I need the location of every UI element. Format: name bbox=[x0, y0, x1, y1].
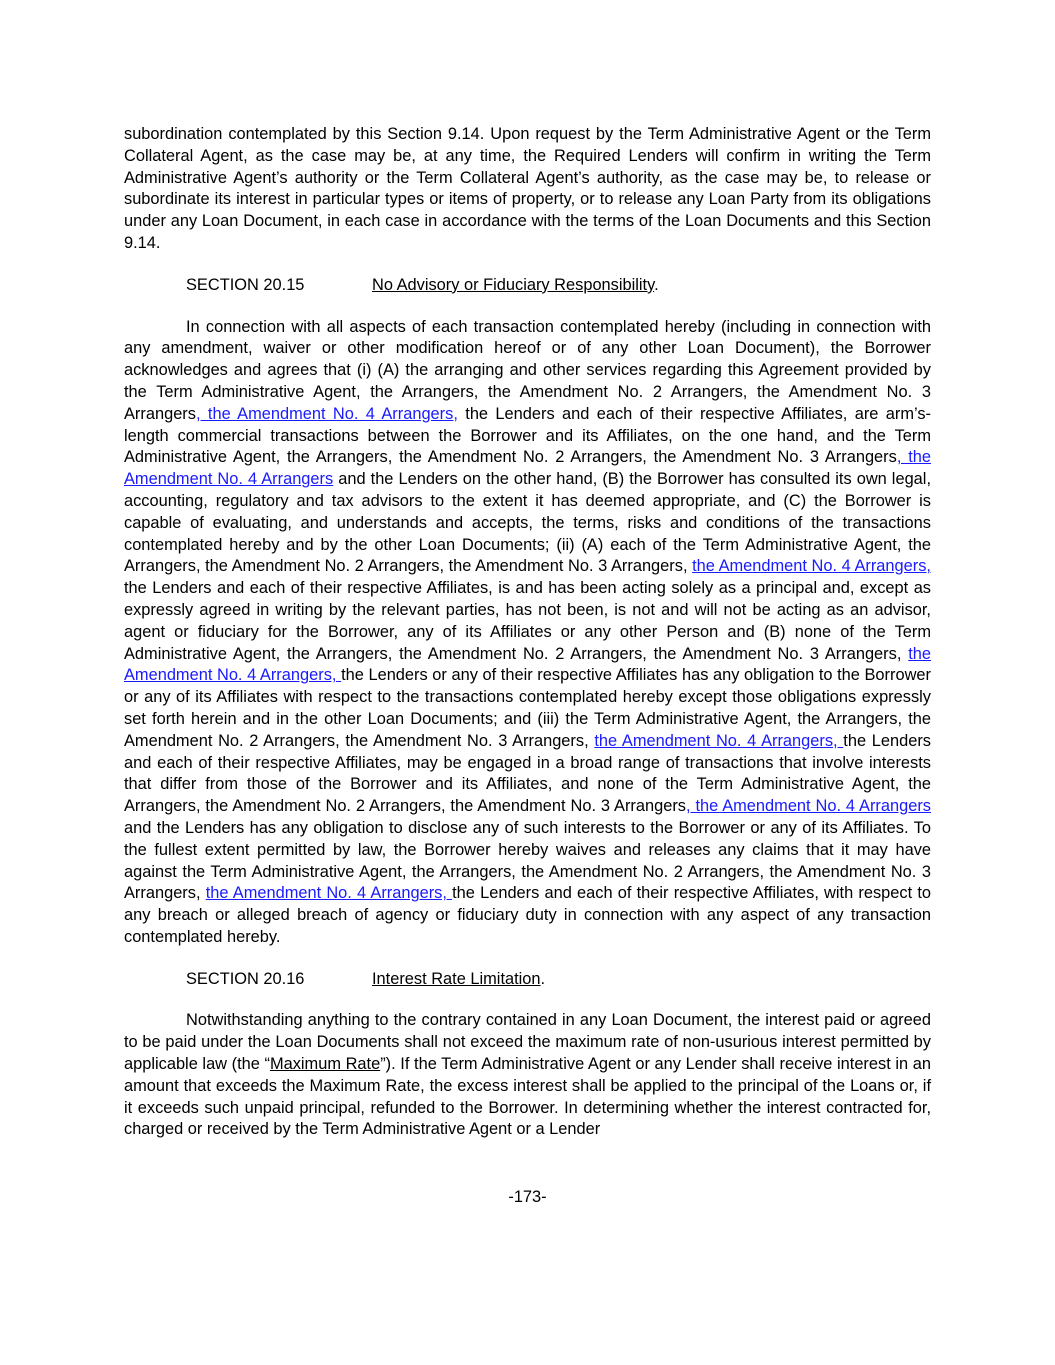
defined-term: Maximum Rate bbox=[269, 1055, 381, 1074]
section-title: Interest Rate Limitation bbox=[372, 969, 541, 988]
paragraph-interest-rate-limitation bbox=[124, 1010, 931, 1141]
inserted-text: the Amendment No. 4 Arrangers, bbox=[124, 644, 931, 685]
text-run: the Lenders and each of their respective Affiliates, with respect to any breach or alleged breach of agency or fiduciary duty in connection with any aspect of any transaction contemplated hereby. bbox=[124, 884, 931, 946]
section-number: SECTION 20.15 bbox=[186, 275, 305, 294]
text-run: Notwithstanding anything to the contrary contained in any Loan Document, the interest paid or agreed to be paid under the Loan Documents shall not exceed the maximum rate of non-usurious interest permitted by applicable law (the “ bbox=[124, 1011, 931, 1074]
section-title-period: . bbox=[654, 275, 659, 294]
inserted-text: , the Amendment No. 4 Arrangers bbox=[685, 797, 931, 816]
document-page bbox=[124, 124, 931, 1141]
text-run: In connection with all aspects of each transaction contemplated hereby (including in connection with any amendment, waiver or other modification hereof or of any other Loan Document), the Borrower acknowledges and agrees that (i) (A) the arranging and other services regarding this Agreement provided by the Term Administrative Agent, the Arrangers, the Amendment No. 2 Arrangers, the Amendment No. 3 Arrangers bbox=[124, 317, 931, 423]
paragraph-no-advisory bbox=[124, 317, 931, 949]
section-title: No Advisory or Fiduciary Responsibility bbox=[372, 275, 655, 294]
inserted-text: the Amendment No. 4 Arrangers, bbox=[692, 557, 931, 576]
section-title-period: . bbox=[540, 969, 546, 988]
inserted-text: , the Amendment No. 4 Arrangers, bbox=[195, 404, 458, 423]
text-run: and the Lenders has any obligation to disclose any of such interests to the Borrower or any of its Affiliates. To the fullest extent permitted by law, the Borrower hereby waives and releases any claims that it may have against the Term Administrative Agent, the Arrangers, the Amendment No. 2 Arrangers, the Amendment No. 3 Arrangers, bbox=[124, 818, 931, 903]
inserted-text: , the Amendment No. 4 Arrangers bbox=[124, 448, 931, 489]
text-run: the Lenders and each of their respective Affiliates, may be engaged in a broad range of transactions that involve interests that differ from those of the Borrower and its Affiliates, and none of the Term Administrative Agent, the Arrangers, the Amendment No. 2 Arrangers, the Amendment No. 3 Arrangers bbox=[124, 731, 931, 816]
text-run: the Lenders or any of their respective Affiliates has any obligation to the Borrower or any of its Affiliates with respect to the transactions contemplated hereby except those obligations expressly set forth herein and in the other Loan Documents; and (iii) the Term Administrative Agent, the Arrangers, the Amendment No. 2 Arrangers, the Amendment No. 3 Arrangers, bbox=[124, 666, 931, 750]
section-heading-20-16 bbox=[124, 969, 931, 991]
paragraph-section-9-14-continuation bbox=[124, 124, 931, 255]
inserted-text: the Amendment No. 4 Arrangers, bbox=[205, 884, 453, 903]
text-run: the Lenders and each of their respective Affiliates, are arm’s-length commercial transactions between the Borrower and its Affiliates, on the one hand, and the Term Administrative Agent, the Arrangers, the Amendment No. 2 Arrangers, the Amendment No. 3 Arrangers bbox=[124, 404, 932, 467]
section-number: SECTION 20.16 bbox=[186, 969, 305, 988]
section-heading-20-15 bbox=[124, 275, 931, 297]
text-run: the Lenders and each of their respective Affiliates, is and has been acting solely as a principal and, except as expressly agreed in writing by the relevant parties, has not been, is not and will not be acting as an advisor, agent or fiduciary for the Borrower, any of its Affiliates or any other Person and (B) none of the Term Administrative Agent, the Arrangers, the Amendment No. 2 Arrangers, the Amendment No. 3 Arrangers, bbox=[124, 579, 931, 663]
inserted-text: the Amendment No. 4 Arrangers, bbox=[594, 731, 844, 750]
paragraph-text: subordination contemplated by this Section 9.14. Upon request by the Term Administrative Agent or the Term Collateral Agent, as the case may be, at any time, the Required Lenders will confirm in writing the Term Administrative Agent’s authority or the Term Collateral Agent’s authority, as the case may be, to release or subordinate its interest in particular types or items of property, or to release any Loan Party from its obligations under any Loan Document, in each case in accordance with the terms of the Loan Documents and this Section 9.14. bbox=[124, 125, 931, 252]
text-run: and the Lenders on the other hand, (B) the Borrower has consulted its own legal, accounting, regulatory and tax advisors to the extent it has deemed appropriate, and (C) the Borrower is capable of evaluating, and understands and accepts, the terms, risks and conditions of the transactions contemplated hereby and by the other Loan Documents; (ii) (A) each of the Term Administrative Agent, the Arrangers, the Amendment No. 2 Arrangers, the Amendment No. 3 Arrangers, bbox=[124, 470, 931, 576]
page-number: -173- bbox=[508, 1188, 547, 1206]
text-run: ”). If the Term Administrative Agent or any Lender shall receive interest in an amount that exceeds the Maximum Rate, the excess interest shall be applied to the principal of the Loans or, if it exceeds such unpaid principal, refunded to the Borrower. In determining whether the interest contracted for, charged or received by the Term Administrative Agent or a Lender bbox=[124, 1055, 931, 1139]
